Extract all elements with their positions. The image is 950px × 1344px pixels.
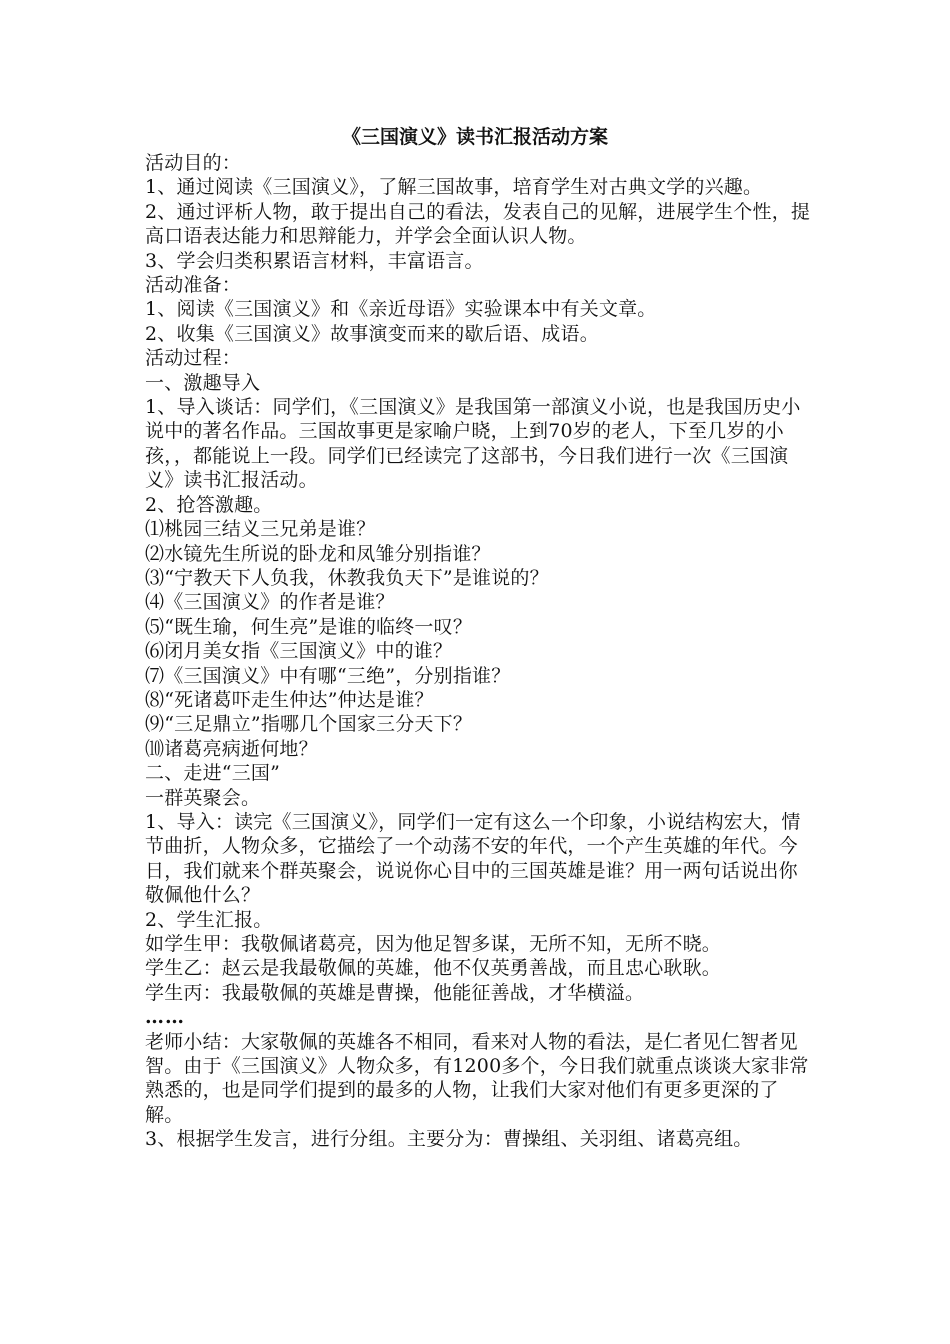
paragraph: 如学生甲：我敬佩诸葛亮，因为他足智多谋，无所不知，无所不晓。 xyxy=(145,933,722,955)
question-item: ⑸“既生瑜，何生亮”是谁的临终一叹？ xyxy=(145,615,473,638)
paragraph: 1、阅读《三国演义》和《亲近母语》实验课本中有关文章。 xyxy=(145,298,657,321)
paragraph: 学生乙：赵云是我最敬佩的英雄，他不仅英勇善战，而且忠心耿耿。 xyxy=(145,957,722,980)
ellipsis: …… xyxy=(145,1006,185,1029)
question-item: ⑻“死诸葛吓走生仲达”仲达是谁？ xyxy=(145,688,434,711)
paragraph: 3、根据学生发言，进行分组。主要分为：曹操组、关羽组、诸葛亮组。 xyxy=(145,1128,753,1151)
paragraph: 1、导入谈话：同学们，《三国演义》是我国第一部演义小说，也是我国历史小说中的著名作品。三国故事更是家喻户晓，上到70岁的老人，下至几岁的小孩，，都能说上一段。同学们已经读完了这部书，今日我们进行一次《三国演义》读书汇报活动。 xyxy=(145,396,801,492)
subsection-heading: 二、走进“三国” xyxy=(145,762,281,785)
document-body xyxy=(145,151,813,1152)
paragraph: 2、收集《三国演义》故事演变而来的歇后语、成语。 xyxy=(145,322,599,345)
question-item: ⑵水镜先生所说的卧龙和凤雏分别指谁？ xyxy=(145,542,491,565)
paragraph: 一群英聚会。 xyxy=(145,786,261,809)
paragraph: 2、抢答激趣。 xyxy=(145,493,273,516)
paragraph: 2、学生汇报。 xyxy=(145,908,273,931)
question-item: ⑹闭月美女指《三国演义》中的谁？ xyxy=(145,640,453,663)
subsection-heading: 一、激趣导入 xyxy=(145,371,261,394)
question-item: ⑷《三国演义》的作者是谁？ xyxy=(145,591,395,614)
question-item: ⑺《三国演义》中有哪“三绝”，分别指谁？ xyxy=(145,664,511,687)
section-heading: 活动准备： xyxy=(145,274,242,297)
paragraph: 2、通过评析人物，敢于提出自己的看法，发表自己的见解，进展学生个性，提高口语表达能力和思辩能力，并学会全面认识人物。 xyxy=(145,200,811,248)
section-heading: 活动过程： xyxy=(145,347,242,370)
section-heading: 活动目的： xyxy=(145,152,242,174)
document-title: 《三国演义》读书汇报活动方案 xyxy=(341,126,608,148)
question-item: ⑼“三足鼎立”指哪几个国家三分天下？ xyxy=(145,713,473,736)
question-item: ⑽诸葛亮病逝何地？ xyxy=(145,737,318,760)
paragraph: 1、通过阅读《三国演义》，了解三国故事，培育学生对古典文学的兴趣。 xyxy=(145,176,763,199)
paragraph: 3、学会归类积累语言材料，丰富语言。 xyxy=(145,249,484,272)
paragraph: 老师小结：大家敬佩的英雄各不相同，看来对人物的看法，是仁者见仁智者见智。由于《三国演义》人物众多，有1200多个，今日我们就重点谈谈大家非常熟悉的，也是同学们提到的最多的人物，让我们大家对他们有更多更深的了解。 xyxy=(145,1030,809,1126)
paragraph: 学生丙：我最敬佩的英雄是曹操，他能征善战，才华横溢。 xyxy=(145,981,645,1004)
question-item: ⑶“宁教天下人负我，休教我负天下”是谁说的？ xyxy=(145,566,549,589)
paragraph: 1、导入：读完《三国演义》，同学们一定有这么一个印象，小说结构宏大，情节曲折，人物众多，它描绘了一个动荡不安的年代，一个产生英雄的年代。今日，我们就来个群英聚会，说说你心目中的三国英雄是谁？用一两句话说出你敬佩他什么？ xyxy=(145,810,801,907)
question-item: ⑴桃园三结义三兄弟是谁？ xyxy=(145,518,376,541)
